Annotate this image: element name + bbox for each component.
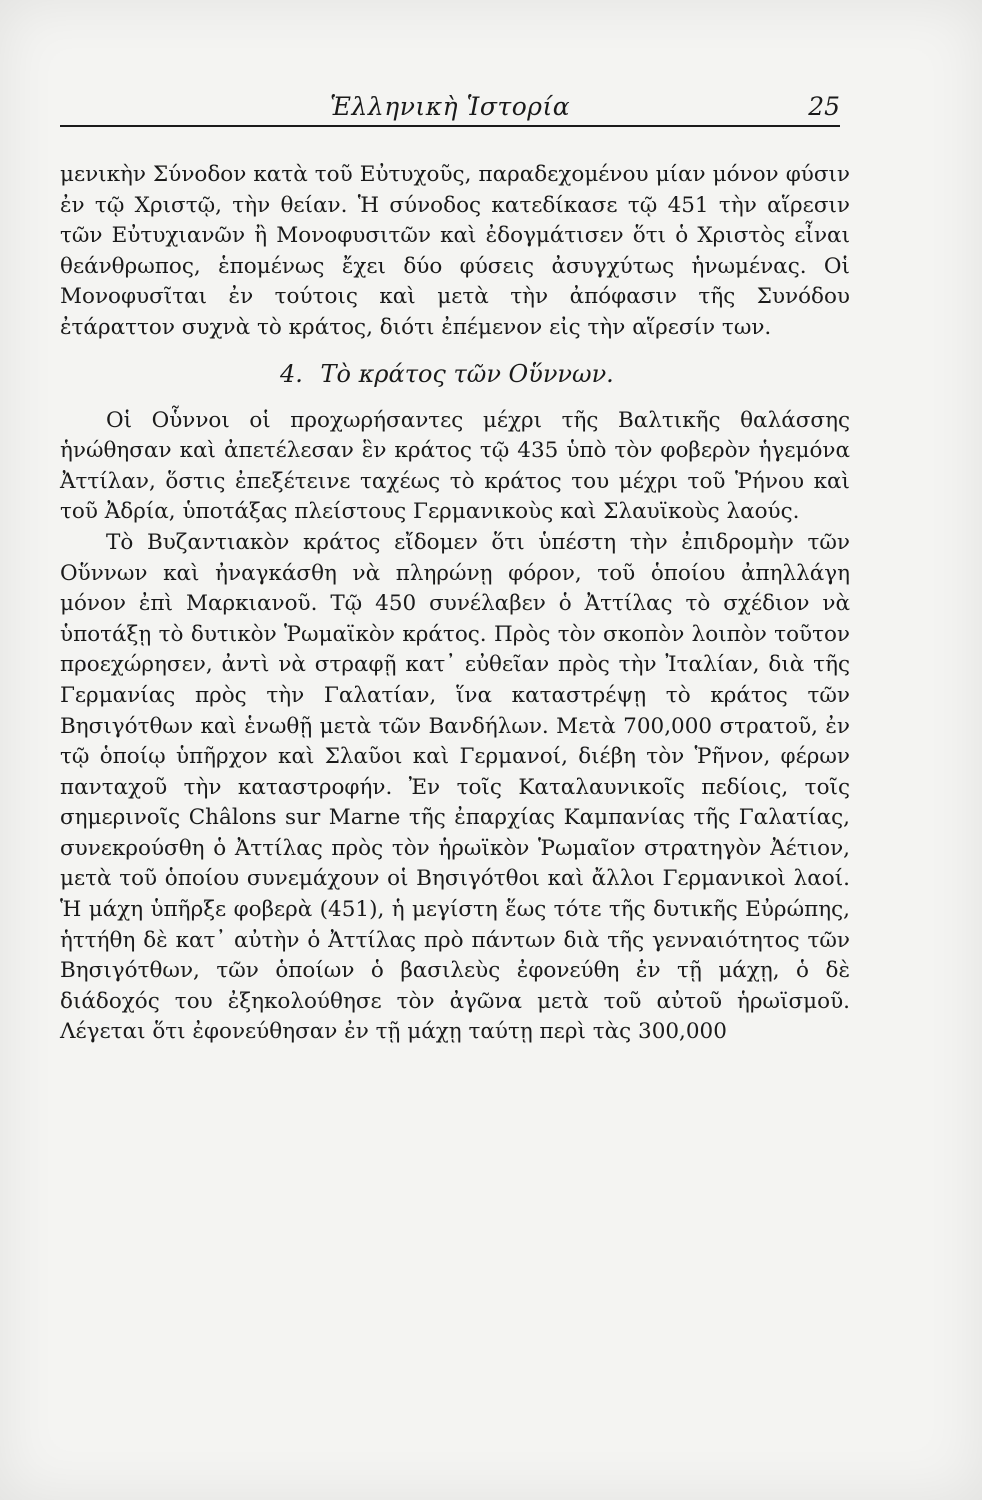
section-title: Τὸ κράτος τῶν Οὕννων. [320,359,614,388]
paragraph-continued: μενικὴν Σύνοδον κατὰ τοῦ Εὐτυχοῦς, παραδεχομένου μίαν μόνον φύσιν ἐν τῷ Χριστῷ, τὴν θείαν. Ἡ σύνοδος κατεδίκασε τῷ 451 τὴν αἵρεσιν τῶν Εὐτυχιανῶν ἢ Μονοφυσιτῶν καὶ ἐδογμάτισεν ὅτι ὁ Χριστὸς εἶναι θεάνθρωπος, ἑπομένως ἔχει δύο φύσεις ἀσυγχύτως ἡνωμένας. Οἱ Μονοφυσῖται ἐν τούτοις καὶ μετὰ τὴν ἀπόφασιν τῆς Συνόδου ἐτάραττον συχνὰ τὸ κράτος, διότι ἐπέμενον εἰς τὴν αἵρεσίν των. [60,162,850,340]
header-rule [60,125,840,127]
page-header [60,92,840,126]
page-number: 25 [808,92,840,121]
paragraph-byzantine: Τὸ Βυζαντιακὸν κράτος εἴδομεν ὅτι ὑπέστη τὴν ἐπιδρομὴν τῶν Οὕννων καὶ ἠναγκάσθη νὰ πληρώνῃ φόρον, τοῦ ὁποίου ἀπηλλάγη μόνον ἐπὶ Μαρκιανοῦ. Τῷ 450 συνέλαβεν ὁ Ἀττίλας τὸ σχέδιον νὰ ὑποτάξῃ τὸ δυτικὸν Ῥωμαϊκὸν κράτος. Πρὸς τὸν σκοπὸν λοιπὸν τοῦτον προεχώρησεν, ἀντὶ νὰ στραφῇ κατ᾽ εὐθεῖαν πρὸς τὴν Ἰταλίαν, διὰ τῆς Γερμανίας πρὸς τὴν Γαλατίαν, ἵνα καταστρέψῃ τὸ κράτος τῶν Βησιγότθων καὶ ἑνωθῇ μετὰ τῶν Βανδήλων. Μετὰ 700,000 στρατοῦ, ἐν τῷ ὁποίῳ ὑπῆρχον καὶ Σλαῦοι καὶ Γερμανοί, διέβη τὸν Ῥῆνον, φέρων πανταχοῦ τὴν καταστροφήν. Ἐν τοῖς Καταλαυνικοῖς πεδίοις, τοῖς σημερινοῖς Châlons sur Marne τῆς ἐπαρχίας Καμπανίας τῆς Γαλατίας, συνεκρούσθη ὁ Ἀττίλας πρὸς τὸν ἡρωϊκὸν Ῥωμαῖον στρατηγὸν Ἀέτιον, μετὰ τοῦ ὁποίου συνεμάχουν οἱ Βησιγότθοι καὶ ἄλλοι Γερμανικοὶ λαοί. Ἡ μάχη ὑπῆρξε φοβερὰ (451), ἡ μεγίστη ἕως τότε τῆς δυτικῆς Εὐρώπης, ἡττήθη δὲ κατ᾽ αὐτὴν ὁ Ἀττίλας πρὸ πάντων διὰ τῆς γενναιότητος τῶν Βησιγότθων, τῶν ὁποίων ὁ βασιλεὺς ἐφονεύθη ἐν τῇ μάχῃ, ὁ δὲ διάδοχός του ἐξηκολούθησε τὸν ἀγῶνα μετὰ τοῦ αὐτοῦ ἡρωϊσμοῦ. Λέγεται ὅτι ἐφονεύθησαν ἐν τῇ μάχῃ ταύτῃ περὶ τὰς 300,000 [60,529,850,1045]
paragraph-huns: Οἱ Οὗννοι οἱ προχωρήσαντες μέχρι τῆς Βαλτικῆς θαλάσσης ἡνώθησαν καὶ ἀπετέλεσαν ἓν κράτος τῷ 435 ὑπὸ τὸν φοβερὸν ἡγεμόνα Ἀττίλαν, ὅστις ἐπεξέτεινε ταχέως τὸ κράτος του μέχρι τοῦ Ῥήνου καὶ τοῦ Ἀδρία, ὑποτάξας πλείστους Γερμανικοὺς καὶ Σλαυϊκοὺς λαούς. [60,407,850,525]
section-number: 4. [280,359,303,388]
running-title: Ἑλληνικὴ Ἱστορία [330,92,571,121]
body-text [60,160,850,1048]
section-heading [60,356,850,392]
